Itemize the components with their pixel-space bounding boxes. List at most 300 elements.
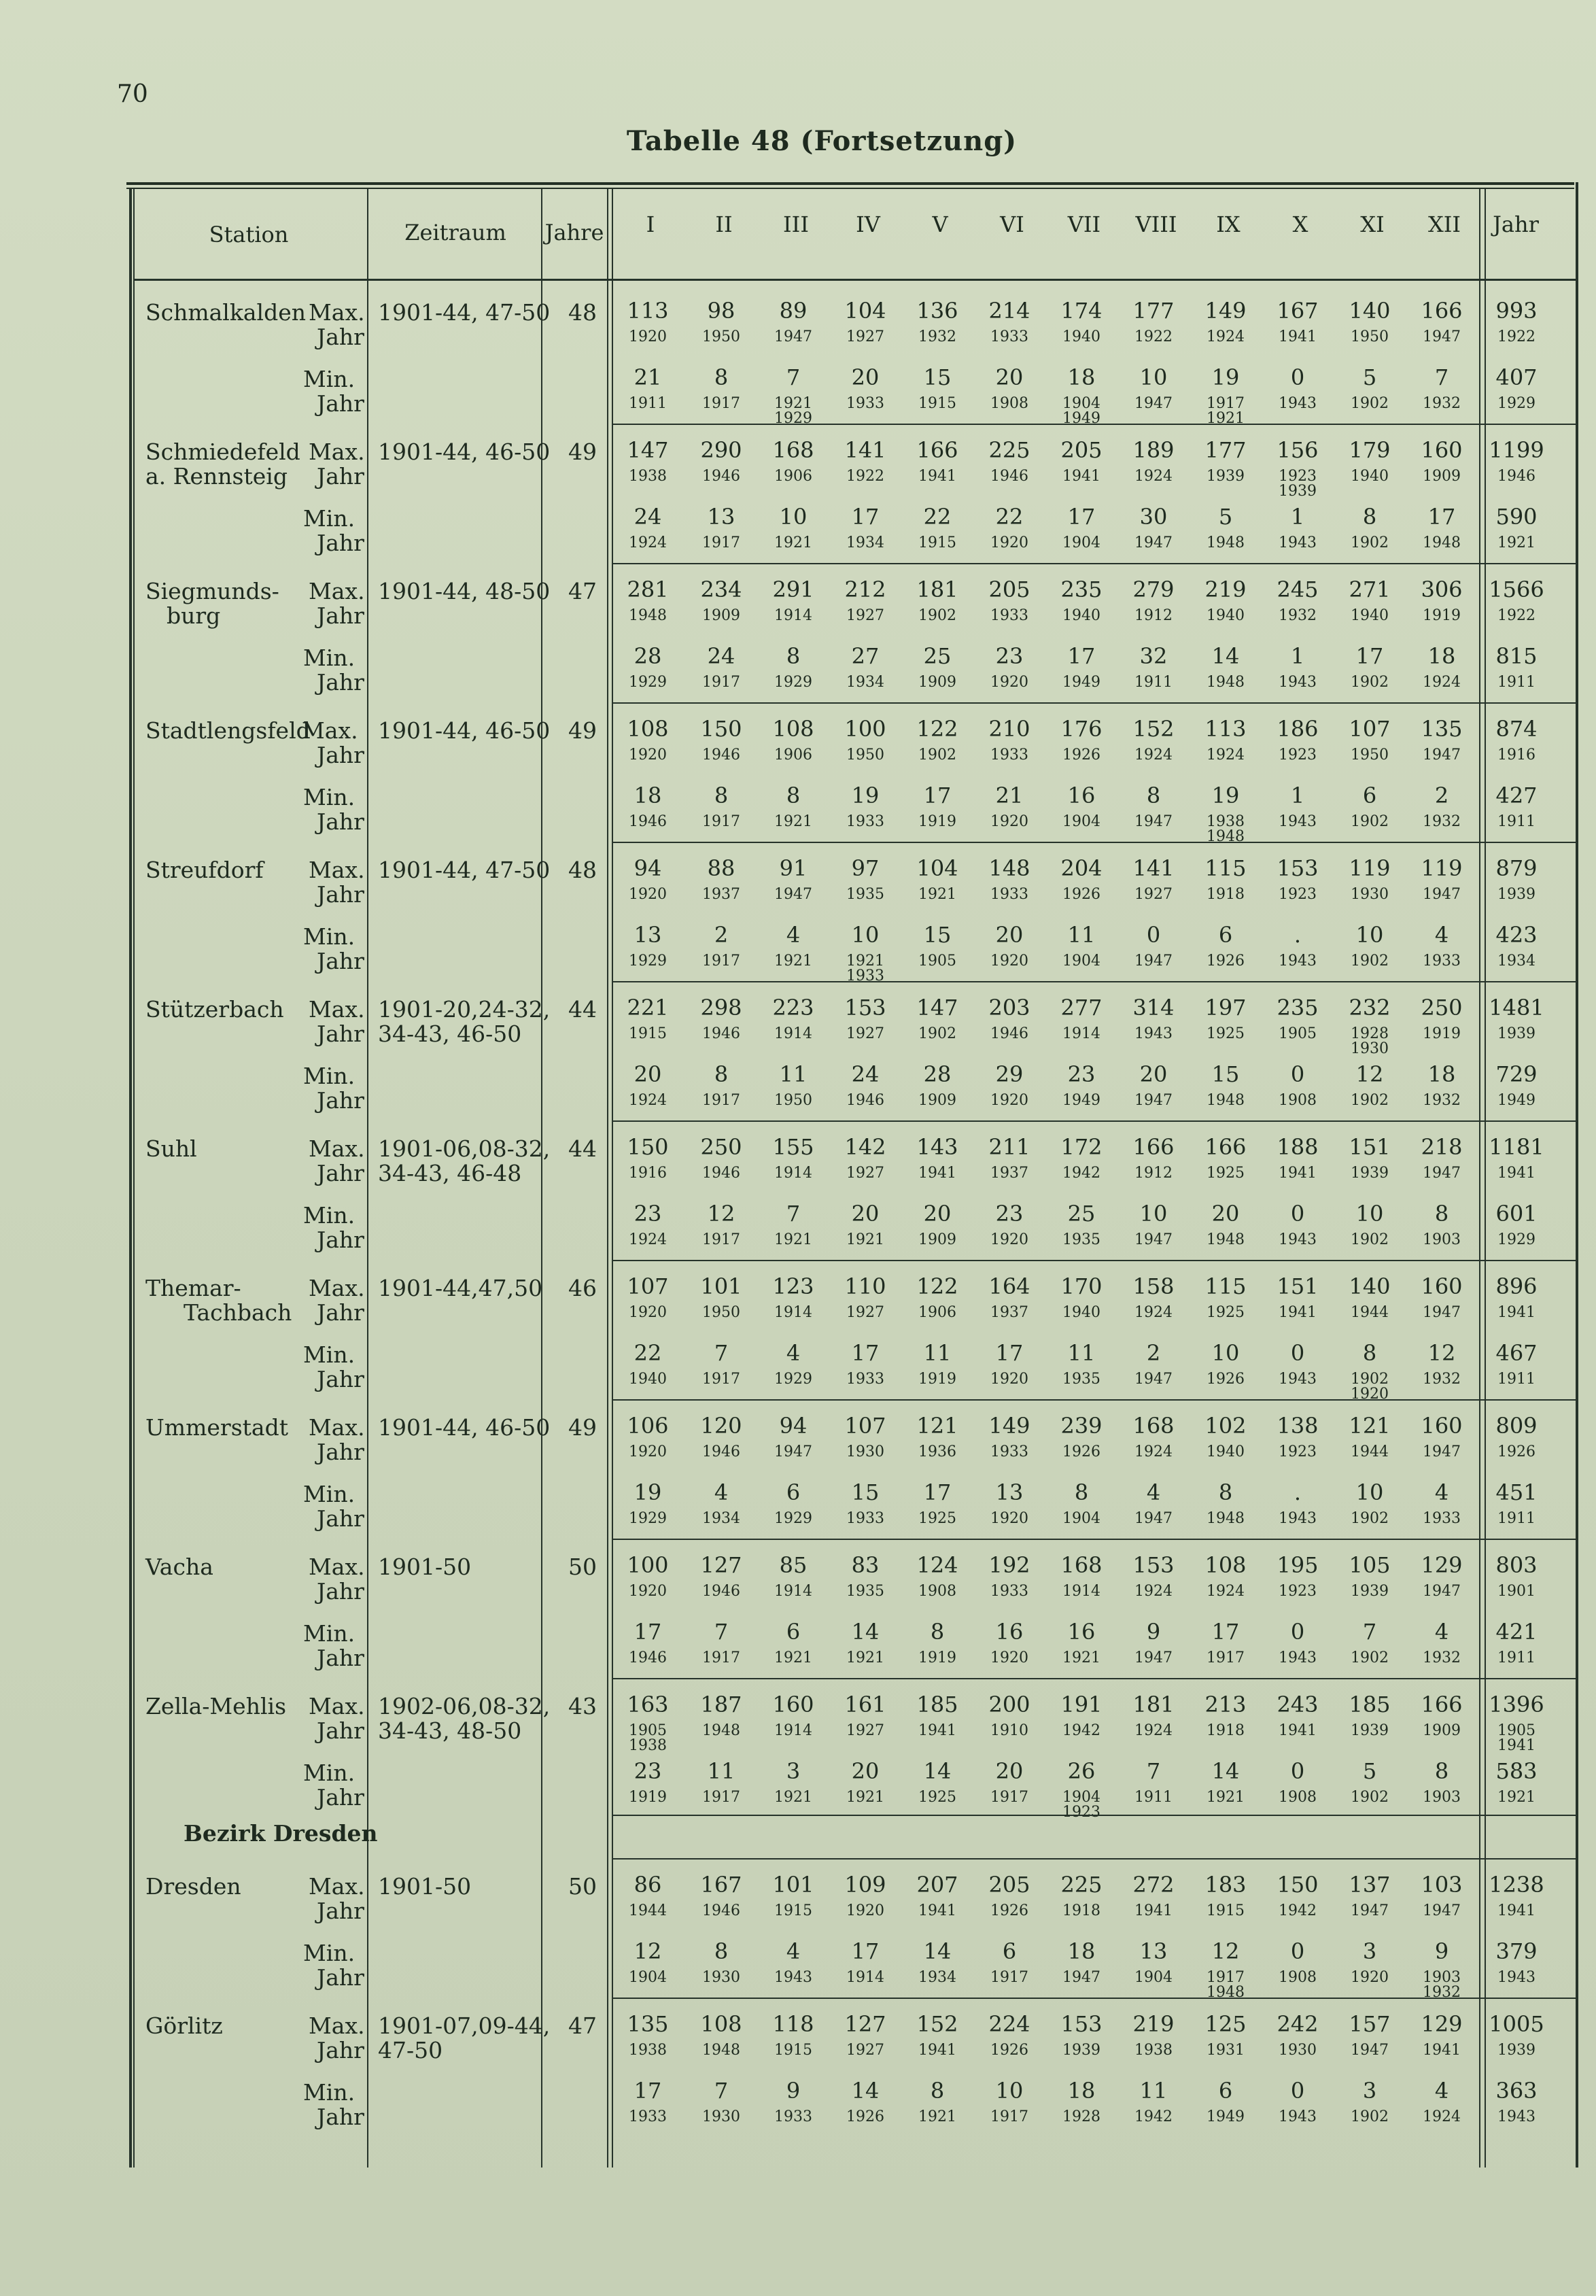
min-year: 1902 — [1351, 813, 1389, 830]
header-month-ii: II — [715, 211, 733, 237]
min-year: 1924 — [1423, 674, 1461, 691]
max-value: 156 — [1277, 437, 1319, 463]
min-value: 4 — [1146, 1479, 1161, 1505]
min-year: 1917 — [702, 1092, 740, 1109]
max-value: 164 — [988, 1273, 1030, 1299]
label-max: Max. — [309, 299, 365, 326]
station-name: burg — [167, 602, 221, 629]
column-rule — [541, 189, 542, 2168]
min-year: 1917 — [990, 1789, 1028, 1806]
min-value: 14 — [1211, 1758, 1240, 1784]
min-year: 1924 — [629, 1092, 667, 1109]
max-year: 1924 — [1134, 468, 1173, 485]
max-value: 187 — [700, 1692, 742, 1717]
max-value: 149 — [988, 1413, 1030, 1439]
column-rule — [367, 189, 368, 2168]
zeitraum: 34-43, 46-50 — [378, 1021, 522, 1047]
min-year: 1920 — [1351, 1969, 1389, 1986]
max-year: 1939 — [1062, 2042, 1100, 2059]
max-year: 1924 — [1134, 1304, 1173, 1321]
max-year: 1902 — [918, 607, 956, 624]
min-year: 1908 — [1279, 1789, 1317, 1806]
min-value: 0 — [1290, 1619, 1305, 1645]
zeitraum: 1902-06,08-32, — [378, 1693, 551, 1719]
max-value: 195 — [1277, 1552, 1319, 1578]
max-year: 1940 — [1351, 468, 1389, 485]
station-separator — [612, 1998, 1576, 1999]
min-value: 25 — [923, 643, 952, 669]
min-value: 11 — [1067, 1340, 1096, 1366]
max-year: 1947 — [1423, 886, 1461, 903]
station-name: Zella-Mehlis — [145, 1693, 287, 1719]
station-name: Schmiedefeld — [145, 439, 300, 465]
max-year: 1924 — [1134, 1722, 1173, 1739]
label-jahr: Jahr — [317, 1366, 364, 1392]
max-value: 225 — [988, 437, 1030, 463]
min-year: 1943 — [1279, 674, 1317, 691]
jahre: 50 — [568, 1873, 597, 1900]
max-year: 1940 — [1062, 328, 1100, 345]
max-value: 160 — [1421, 437, 1463, 463]
max-value: 121 — [1349, 1413, 1391, 1439]
min-year: 1929 — [629, 1510, 667, 1527]
max-value: 168 — [1060, 1552, 1103, 1578]
max-year: 1940 — [1207, 607, 1245, 624]
max-year: 1941 — [1497, 1304, 1536, 1321]
min-value: 451 — [1495, 1479, 1538, 1505]
max-year: 1947 — [774, 1443, 812, 1460]
max-year: 1908 — [918, 1583, 956, 1600]
max-value: 141 — [844, 437, 886, 463]
max-year: 1939 — [1497, 2042, 1536, 2059]
max-value: 225 — [1060, 1872, 1103, 1898]
min-year: 1921 — [1062, 1649, 1100, 1666]
max-value: 105 — [1349, 1552, 1391, 1578]
max-year: 1942 — [1062, 1165, 1100, 1182]
min-year: 1917 — [702, 1789, 740, 1806]
min-value: 7 — [1434, 364, 1449, 390]
min-year: 1921 — [774, 953, 812, 970]
max-year: 1948 — [629, 607, 667, 624]
min-value: 7 — [714, 1619, 729, 1645]
min-year: 1947 — [1134, 813, 1173, 830]
min-year: 1909 — [918, 1092, 956, 1109]
max-year: 1933 — [990, 747, 1028, 764]
min-value: 28 — [634, 643, 662, 669]
max-value: 136 — [916, 298, 958, 324]
max-value: 118 — [772, 2011, 814, 2037]
min-year: 1908 — [1279, 1092, 1317, 1109]
min-value: 467 — [1495, 1340, 1538, 1366]
min-year: 1947 — [1134, 1649, 1173, 1666]
min-value: 8 — [714, 1938, 729, 1964]
label-max: Max. — [309, 2012, 365, 2039]
max-year: 1941 — [918, 468, 956, 485]
label-max: Max. — [309, 857, 365, 883]
min-value: 0 — [1290, 1758, 1305, 1784]
label-max: Max. — [309, 1693, 365, 1719]
max-year: 1941 — [1279, 328, 1317, 345]
max-value: 1238 — [1489, 1872, 1544, 1898]
label-max: Max. — [309, 578, 365, 604]
max-year: 1941 — [1134, 1902, 1173, 1919]
min-value: 7 — [1362, 1619, 1377, 1645]
max-value: 168 — [1132, 1413, 1175, 1439]
max-value: 200 — [988, 1692, 1030, 1717]
min-value: 4 — [714, 1479, 729, 1505]
max-value: 279 — [1132, 577, 1175, 602]
min-year: 1904 — [1062, 813, 1100, 830]
station-name: Suhl — [145, 1135, 197, 1162]
zeitraum: 1901-44, 46-50 — [378, 717, 551, 744]
min-value: 427 — [1495, 783, 1538, 808]
min-value: 20 — [1139, 1061, 1168, 1087]
max-value: 100 — [627, 1552, 669, 1578]
station-separator — [612, 1858, 1576, 1860]
max-year: 1935 — [846, 1583, 884, 1600]
max-value: 181 — [916, 577, 958, 602]
max-year: 1946 — [702, 1025, 740, 1042]
min-value: 12 — [1355, 1061, 1384, 1087]
min-year: 1905 — [918, 953, 956, 970]
min-year: 1932 — [1423, 1649, 1461, 1666]
min-value: 20 — [1211, 1201, 1240, 1227]
header-month-xii: XII — [1427, 211, 1461, 237]
min-value: 4 — [786, 922, 801, 948]
min-value: 18 — [1427, 1061, 1456, 1087]
max-value: 110 — [844, 1273, 886, 1299]
max-value: 122 — [916, 1273, 958, 1299]
max-year: 1923 — [1279, 468, 1317, 485]
min-year: 1920 — [990, 1510, 1028, 1527]
min-value: 21 — [634, 364, 662, 390]
min-value: 11 — [779, 1061, 808, 1087]
min-year: 1926 — [1207, 1371, 1245, 1388]
max-year: 1938 — [629, 468, 667, 485]
label-min: Min. — [303, 1940, 355, 1966]
min-value: . — [1294, 1479, 1302, 1505]
max-value: 181 — [1132, 1692, 1175, 1717]
min-year: 1917 — [702, 1371, 740, 1388]
max-value: 242 — [1277, 2011, 1319, 2037]
station-separator — [612, 424, 1576, 425]
min-value: 18 — [1067, 364, 1096, 390]
min-value: 15 — [1211, 1061, 1240, 1087]
min-value: 4 — [786, 1938, 801, 1964]
min-value: 24 — [851, 1061, 880, 1087]
min-year: 1920 — [990, 534, 1028, 551]
max-year: 1944 — [1351, 1304, 1389, 1321]
min-year: 1946 — [846, 1092, 884, 1109]
max-year: 1915 — [629, 1025, 667, 1042]
max-year: 1933 — [990, 1583, 1028, 1600]
station-name: Görlitz — [145, 2012, 223, 2039]
min-year: 1911 — [1134, 674, 1173, 691]
max-year: 1942 — [1279, 1902, 1317, 1919]
min-value: 7 — [1146, 1758, 1161, 1784]
max-year: 1948 — [702, 2042, 740, 2059]
max-value: 185 — [1349, 1692, 1391, 1717]
min-year: 1929 — [774, 410, 812, 427]
max-value: 1005 — [1489, 2011, 1544, 2037]
max-year: 1923 — [1279, 1443, 1317, 1460]
max-value: 186 — [1277, 716, 1319, 742]
table-top-rule — [126, 182, 1574, 185]
max-value: 277 — [1060, 995, 1103, 1021]
max-year: 1901 — [1497, 1583, 1536, 1600]
max-value: 874 — [1495, 716, 1538, 742]
min-year: 1943 — [1279, 534, 1317, 551]
min-value: 20 — [995, 364, 1024, 390]
header-month-v: V — [932, 211, 948, 237]
max-year: 1922 — [1497, 607, 1536, 624]
min-year: 1921 — [774, 813, 812, 830]
min-year: 1914 — [846, 1969, 884, 1986]
min-value: 17 — [851, 504, 880, 530]
max-year: 1914 — [774, 1722, 812, 1739]
max-year: 1939 — [1497, 886, 1536, 903]
max-year: 1933 — [990, 886, 1028, 903]
min-year: 1917 — [1207, 1649, 1245, 1666]
min-year: 1917 — [702, 395, 740, 412]
jahre: 48 — [568, 299, 597, 326]
header-month-i: I — [646, 211, 655, 237]
max-value: 203 — [988, 995, 1030, 1021]
label-min: Min. — [303, 645, 355, 671]
min-value: 17 — [851, 1938, 880, 1964]
min-value: 3 — [786, 1758, 801, 1784]
max-value: 161 — [844, 1692, 886, 1717]
min-year: 1911 — [1497, 1371, 1536, 1388]
max-year: 1950 — [1351, 328, 1389, 345]
zeitraum: 1901-44, 46-50 — [378, 1414, 551, 1441]
max-value: 135 — [1421, 716, 1463, 742]
min-value: 13 — [995, 1479, 1024, 1505]
max-value: 250 — [700, 1134, 742, 1160]
min-value: 1 — [1290, 504, 1305, 530]
max-value: 155 — [772, 1134, 814, 1160]
min-value: 1 — [1290, 783, 1305, 808]
station-name: Tachbach — [184, 1299, 292, 1326]
min-year: 1924 — [629, 534, 667, 551]
max-year: 1905 — [1279, 1025, 1317, 1042]
label-min: Min. — [303, 505, 355, 532]
min-year: 1926 — [846, 2108, 884, 2125]
min-value: 23 — [995, 1201, 1024, 1227]
min-value: 8 — [714, 783, 729, 808]
max-year: 1938 — [629, 2042, 667, 2059]
min-year: 1947 — [1134, 953, 1173, 970]
max-value: 290 — [700, 437, 742, 463]
max-year: 1914 — [1062, 1025, 1100, 1042]
min-value: 18 — [1427, 643, 1456, 669]
max-year: 1926 — [1497, 1443, 1536, 1460]
min-year: 1948 — [1207, 1231, 1245, 1248]
label-jahr: Jahr — [317, 1717, 364, 1744]
min-year: 1923 — [1062, 1804, 1100, 1821]
label-min: Min. — [303, 1202, 355, 1229]
label-min: Min. — [303, 784, 355, 810]
max-value: 177 — [1132, 298, 1175, 324]
min-year: 1920 — [990, 953, 1028, 970]
column-rule — [607, 189, 608, 2168]
max-year: 1930 — [1351, 886, 1389, 903]
jahre: 44 — [568, 1135, 597, 1162]
header-station: Station — [209, 222, 289, 247]
min-value: 16 — [995, 1619, 1024, 1645]
min-value: 14 — [1211, 643, 1240, 669]
min-value: 1 — [1290, 643, 1305, 669]
station-name: a. Rennsteig — [145, 463, 288, 490]
max-value: 153 — [1277, 855, 1319, 881]
max-value: 149 — [1204, 298, 1247, 324]
min-year: 1902 — [1351, 395, 1389, 412]
max-value: 151 — [1277, 1273, 1319, 1299]
label-jahr: Jahr — [317, 1439, 364, 1465]
max-value: 235 — [1060, 577, 1103, 602]
zeitraum: 1901-06,08-32, — [378, 1135, 551, 1162]
max-value: 192 — [988, 1552, 1030, 1578]
min-year: 1904 — [1062, 1789, 1100, 1806]
max-year: 1925 — [1207, 1025, 1245, 1042]
min-value: 11 — [923, 1340, 952, 1366]
min-value: 20 — [851, 364, 880, 390]
min-value: 0 — [1290, 1938, 1305, 1964]
max-value: 113 — [627, 298, 669, 324]
max-value: 183 — [1204, 1872, 1247, 1898]
min-value: 10 — [779, 504, 808, 530]
min-year: 1943 — [1279, 953, 1317, 970]
max-year: 1902 — [918, 747, 956, 764]
max-value: 157 — [1349, 2011, 1391, 2037]
max-value: 104 — [844, 298, 886, 324]
max-year: 1930 — [1351, 1040, 1389, 1057]
max-value: 141 — [1132, 855, 1175, 881]
min-year: 1921 — [846, 1789, 884, 1806]
min-year: 1948 — [1423, 534, 1461, 551]
station-separator — [612, 563, 1576, 564]
min-year: 1915 — [918, 534, 956, 551]
max-year: 1947 — [774, 886, 812, 903]
min-year: 1902 — [1351, 1231, 1389, 1248]
max-year: 1920 — [629, 1583, 667, 1600]
max-year: 1924 — [1134, 1443, 1173, 1460]
min-year: 1904 — [1134, 1969, 1173, 1986]
max-year: 1939 — [1351, 1722, 1389, 1739]
min-value: 29 — [995, 1061, 1024, 1087]
max-value: 113 — [1204, 716, 1247, 742]
max-value: 213 — [1204, 1692, 1247, 1717]
max-value: 153 — [1132, 1552, 1175, 1578]
min-year: 1917 — [702, 813, 740, 830]
zeitraum: 1901-44, 46-50 — [378, 439, 551, 465]
min-value: 10 — [1139, 364, 1168, 390]
station-name: Stadtlengsfeld — [145, 717, 311, 744]
min-year: 1917 — [702, 1231, 740, 1248]
min-year: 1929 — [629, 674, 667, 691]
min-value: 0 — [1290, 1340, 1305, 1366]
bezirk-heading: Bezirk Dresden — [184, 1820, 378, 1847]
station-name: Vacha — [145, 1554, 213, 1580]
max-value: 152 — [1132, 716, 1175, 742]
min-value: 4 — [1434, 1619, 1449, 1645]
table-title: Tabelle 48 (Fortsetzung) — [626, 125, 1018, 157]
max-value: 218 — [1421, 1134, 1463, 1160]
max-value: 189 — [1132, 437, 1175, 463]
min-value: 30 — [1139, 504, 1168, 530]
header-month-xi: XI — [1360, 211, 1385, 237]
min-value: 6 — [1002, 1938, 1017, 1964]
max-year: 1946 — [990, 468, 1028, 485]
max-value: 107 — [844, 1413, 886, 1439]
max-year: 1909 — [1423, 1722, 1461, 1739]
min-year: 1946 — [629, 1649, 667, 1666]
min-value: 17 — [1211, 1619, 1240, 1645]
label-jahr: Jahr — [317, 463, 364, 490]
min-year: 1948 — [1207, 1092, 1245, 1109]
min-year: 1921 — [846, 1649, 884, 1666]
min-value: 12 — [634, 1938, 662, 1964]
min-value: 583 — [1495, 1758, 1538, 1784]
max-value: 166 — [916, 437, 958, 463]
max-value: 142 — [844, 1134, 886, 1160]
min-year: 1932 — [1423, 1092, 1461, 1109]
max-year: 1942 — [1062, 1722, 1100, 1739]
max-value: 107 — [1349, 716, 1391, 742]
label-min: Min. — [303, 1620, 355, 1647]
max-year: 1941 — [1423, 2042, 1461, 2059]
min-year: 1908 — [1279, 1969, 1317, 1986]
max-year: 1947 — [1423, 1902, 1461, 1919]
min-year: 1943 — [1279, 2108, 1317, 2125]
jahre: 49 — [568, 439, 597, 465]
min-year: 1921 — [774, 1231, 812, 1248]
max-year: 1927 — [1134, 886, 1173, 903]
min-value: . — [1294, 922, 1302, 948]
min-value: 10 — [1139, 1201, 1168, 1227]
max-year: 1939 — [1351, 1583, 1389, 1600]
min-year: 1934 — [918, 1969, 956, 1986]
min-year: 1938 — [1207, 813, 1245, 830]
label-jahr: Jahr — [317, 390, 364, 417]
max-year: 1915 — [774, 1902, 812, 1919]
min-value: 32 — [1139, 643, 1168, 669]
max-value: 168 — [772, 437, 814, 463]
page-number: 70 — [117, 80, 148, 108]
min-year: 1934 — [846, 674, 884, 691]
min-value: 17 — [1355, 643, 1384, 669]
label-jahr: Jahr — [317, 881, 364, 908]
min-value: 19 — [851, 783, 880, 808]
max-value: 160 — [1421, 1413, 1463, 1439]
min-year: 1946 — [629, 813, 667, 830]
label-jahr: Jahr — [317, 1578, 364, 1605]
max-year: 1905 — [629, 1722, 667, 1739]
zeitraum: 1901-44, 48-50 — [378, 578, 551, 604]
min-value: 3 — [1362, 2078, 1377, 2104]
max-value: 211 — [988, 1134, 1030, 1160]
min-year: 1920 — [990, 813, 1028, 830]
min-value: 16 — [1067, 783, 1096, 808]
min-value: 7 — [714, 1340, 729, 1366]
jahre: 49 — [568, 1414, 597, 1441]
max-value: 1481 — [1489, 995, 1544, 1021]
min-value: 0 — [1146, 922, 1161, 948]
max-year: 1915 — [774, 2042, 812, 2059]
max-value: 160 — [1421, 1273, 1463, 1299]
label-max: Max. — [302, 717, 358, 744]
max-value: 108 — [772, 716, 814, 742]
